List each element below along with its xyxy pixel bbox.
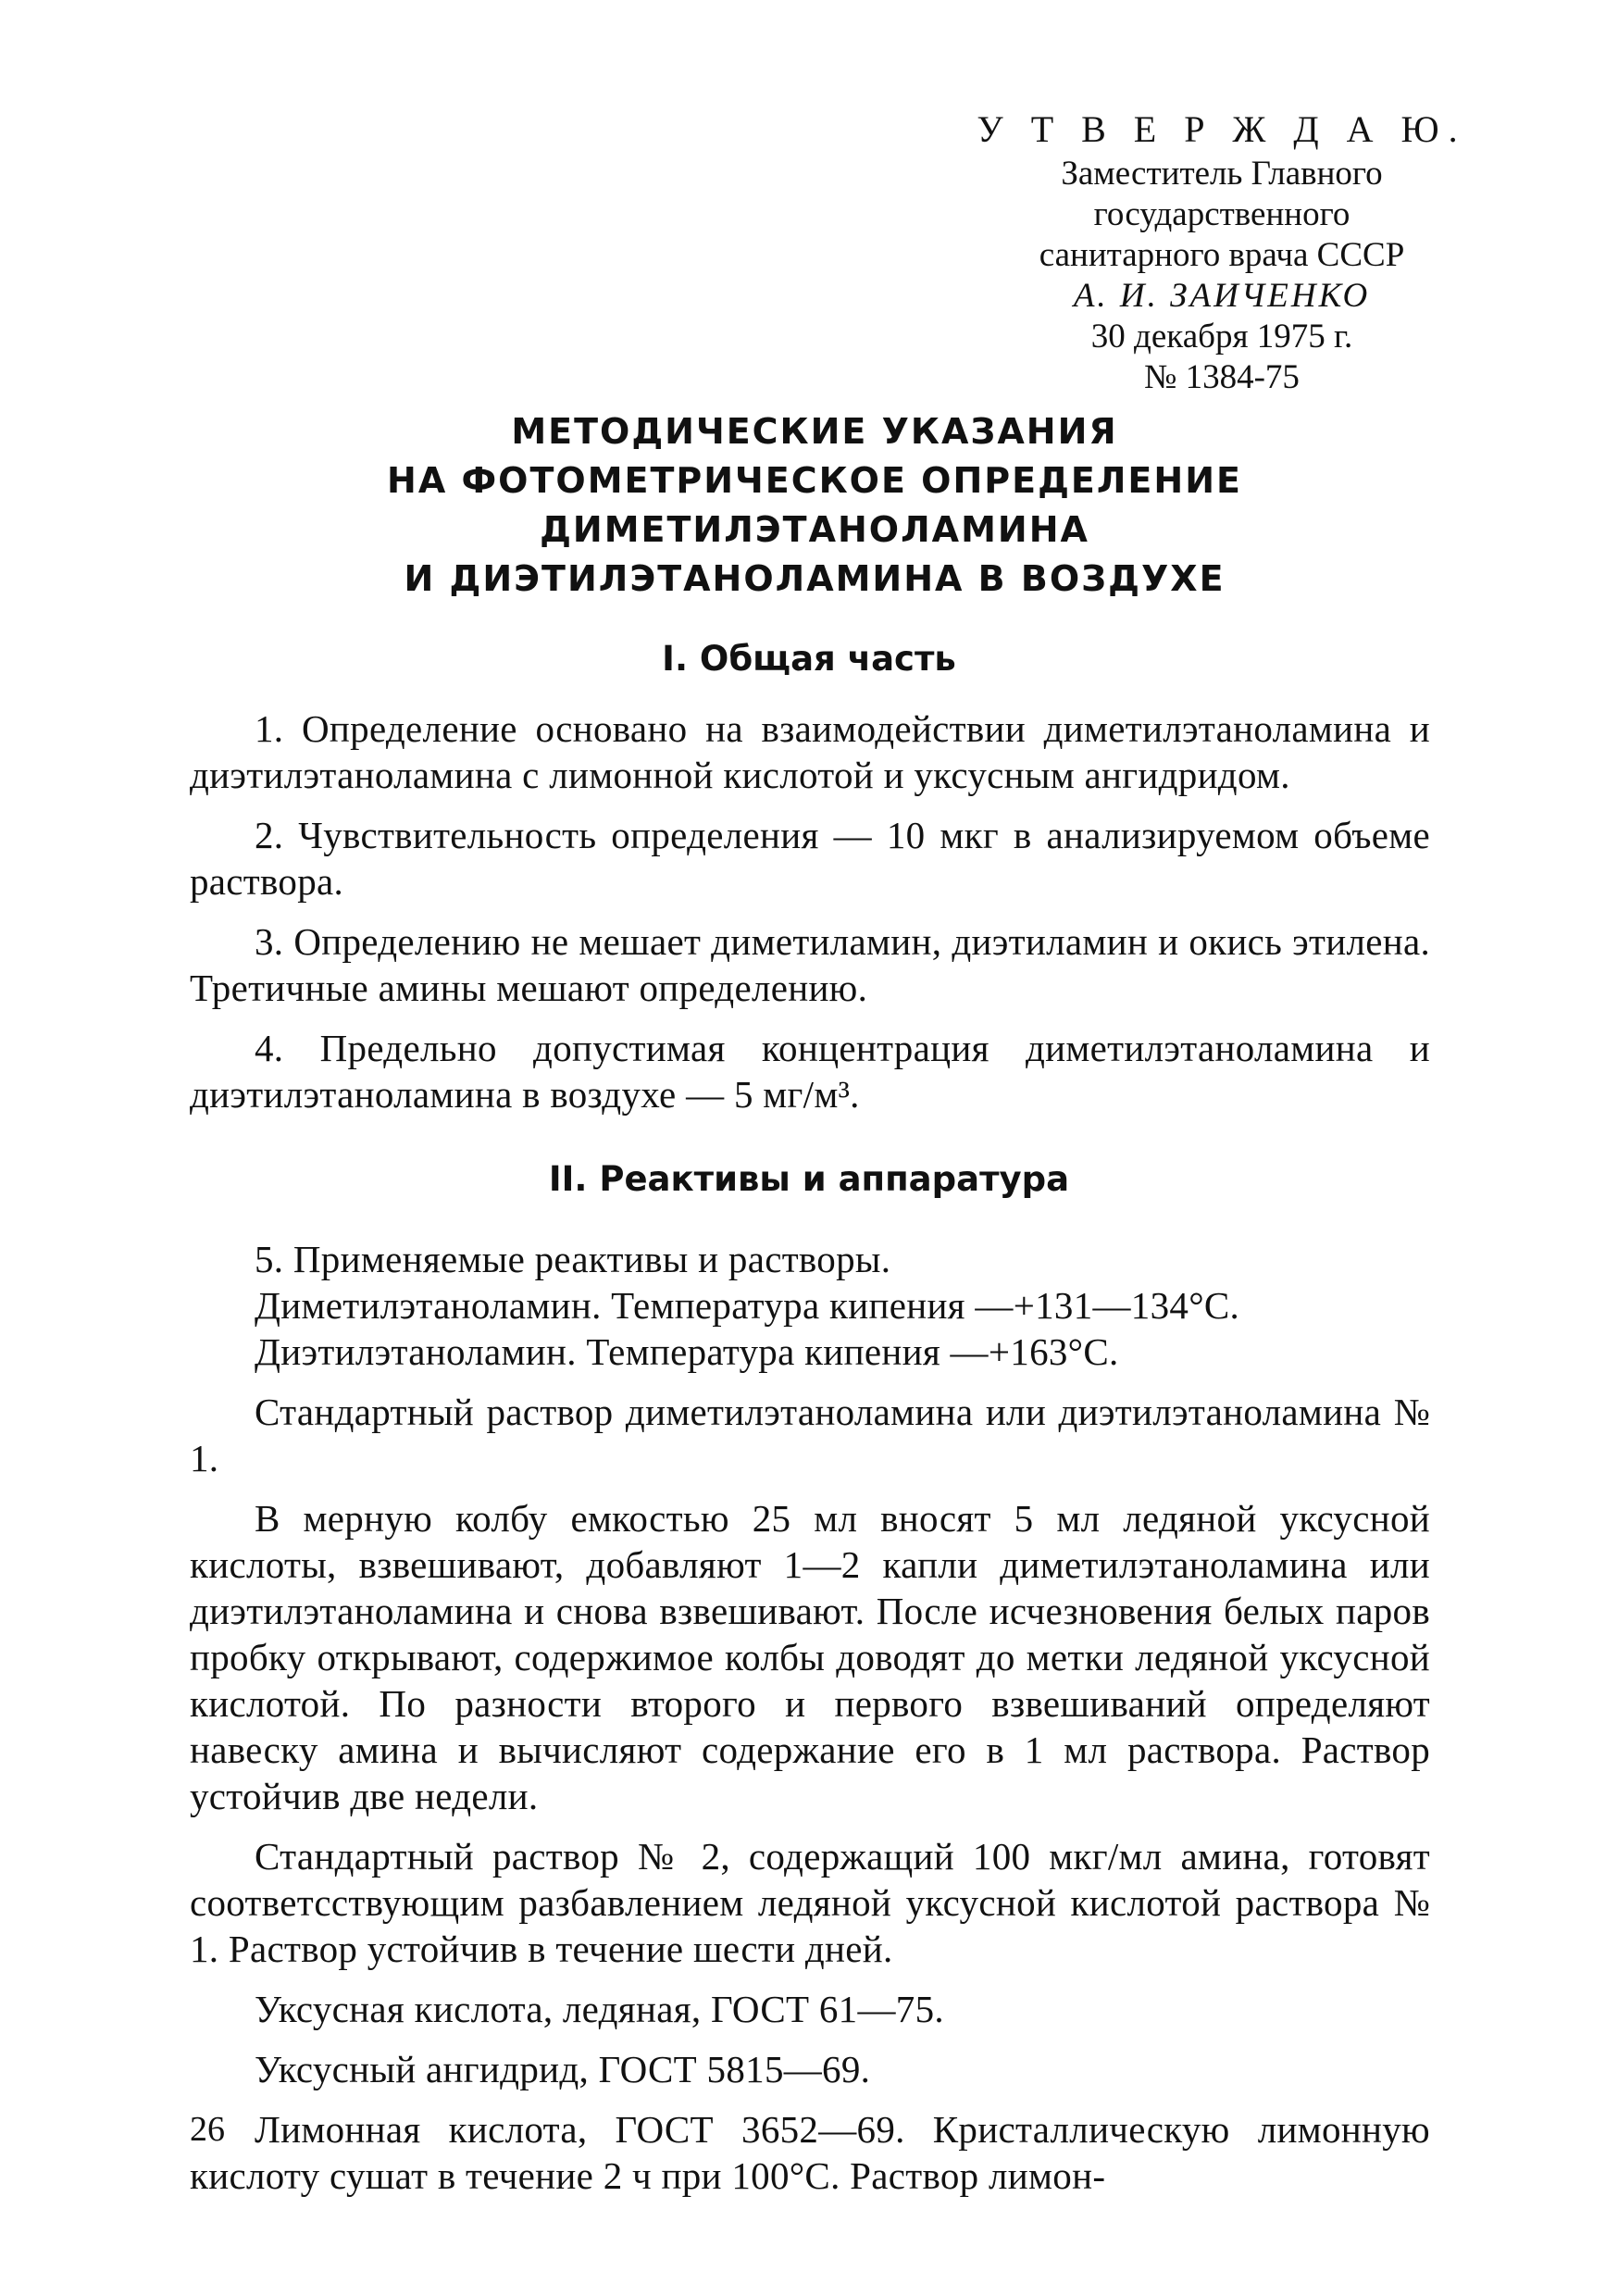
approver-position-line1: Заместитель Главного — [1061, 155, 1383, 193]
paragraph-citric-acid: Лимонная кислота, ГОСТ 3652—69. Кристаллическую лимонную кислоту сушат в течение 2 ч при 100°С. Раствор лимон- — [190, 2108, 1430, 2197]
document-title — [278, 407, 1351, 604]
section-2-body — [190, 1236, 1430, 2213]
paragraph-acetic-acid: Уксусная кислота, ледяная, ГОСТ 61—75. — [255, 1988, 944, 2030]
section-1-heading: I. Общая часть — [662, 639, 956, 679]
paragraph-standard-2: Стандартный раствор № 2, содержащий 100 мкг/мл амина, готовят соответсствующим разбавлением ледяной уксусной кислотой раствора № 1. Раствор устойчив в течение шести дней. — [190, 1835, 1430, 1970]
approval-date: 30 декабря 1975 г. — [1090, 318, 1353, 356]
approver-position-line3: санитарного врача СССР — [1039, 236, 1405, 274]
title-line-2: НА ФОТОМЕТРИЧЕСКОЕ ОПРЕДЕЛЕНИЕ — [387, 460, 1242, 501]
title-line-1: МЕТОДИЧЕСКИЕ УКАЗАНИЯ — [511, 411, 1118, 452]
approver-name: А. И. ЗАИЧЕНКО — [1073, 277, 1371, 315]
title-line-3: ДИМЕТИЛЭТАНОЛАМИНА — [540, 509, 1089, 550]
approval-block — [963, 109, 1481, 398]
section-2-heading: II. Реактивы и аппаратура — [548, 1159, 1070, 1199]
page-number: 26 — [190, 2110, 225, 2149]
paragraph-deea-boiling: Диэтилэтаноламин. Температура кипения —+163°С. — [255, 1330, 1119, 1373]
title-line-4: И ДИЭТИЛЭТАНОЛАМИНА В ВОЗДУХЕ — [404, 558, 1226, 599]
approver-position-line2: государственного — [1093, 195, 1350, 233]
paragraph-standard-1: Стандартный раствор диметилэтаноламина или диэтилэтаноламина № 1. — [190, 1391, 1430, 1479]
paragraph-dmea-boiling: Диметилэтаноламин. Температура кипения —+131—134°С. — [255, 1284, 1240, 1327]
paragraph-item-5: 5. Применяемые реактивы и растворы. — [255, 1238, 891, 1280]
paragraph-item-2: 2. Чувствительность определения — 10 мкг в анализируемом объеме раствора. — [190, 814, 1430, 903]
paragraph-acetic-anhydride: Уксусный ангидрид, ГОСТ 5815—69. — [255, 2048, 871, 2090]
approval-number: № 1384-75 — [1144, 358, 1300, 396]
paragraph-standard-1-prep: В мерную колбу емкостью 25 мл вносят 5 мл ледяной уксусной кислоты, взвешивают, добавляют 1—2 капли диметилэтаноламина или диэтилэтаноламина и снова взвешивают. После исчезновения белых паров пробку открывают, содержимое колбы доводят до метки ледяной уксусной кислотой. По разности второго и первого взвешиваний определяют навеску амина и вычисляют содержание его в 1 мл раствора. Раствор устойчив две недели. — [190, 1497, 1430, 1817]
approval-heading: У Т В Е Р Ж Д А Ю. — [977, 108, 1467, 150]
paragraph-item-4: 4. Предельно допустимая концентрация диметилэтаноламина и диэтилэтаноламина в воздухе — 5 мг/м³. — [190, 1027, 1430, 1116]
paragraph-item-3: 3. Определению не мешает диметиламин, диэтиламин и окись этилена. Третичные амины мешают определению. — [190, 920, 1430, 1009]
paragraph-item-1: 1. Определение основано на взаимодействии диметилэтаноламина и диэтилэтаноламина с лимонной кислотой и уксусным ангидридом. — [190, 707, 1430, 796]
section-1-body — [190, 705, 1430, 1131]
